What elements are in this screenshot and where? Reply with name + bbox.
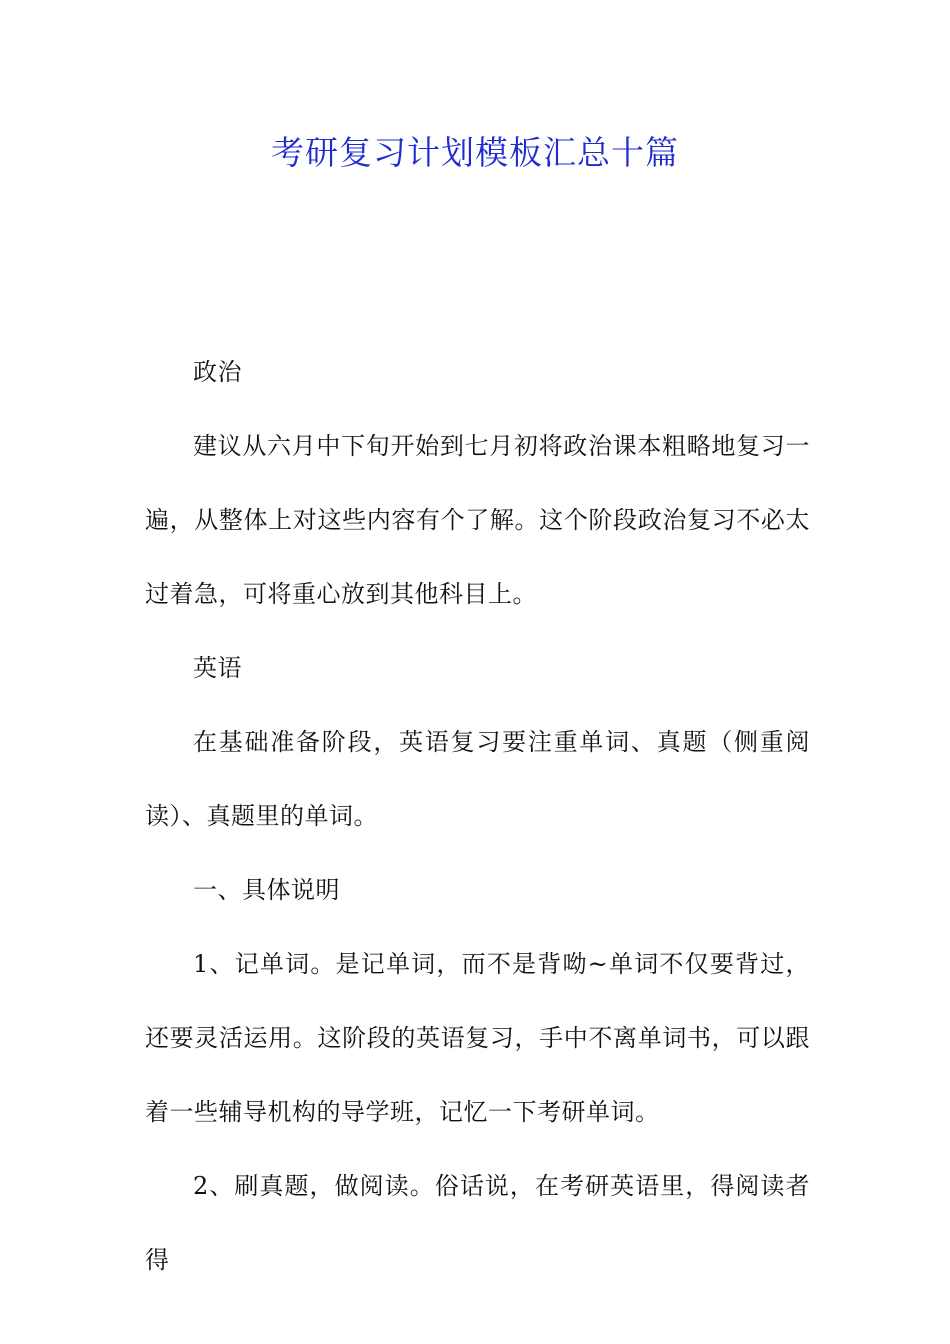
paragraph-vocabulary: 1、记单词。是记单词，而不是背呦~单词不仅要背过，还要灵活运用。这阶段的英语复习，手中不离单词书，可以跟着一些辅导机构的导学班，记忆一下考研单词。	[145, 950, 810, 1126]
document-title: 考研复习计划模板汇总十篇	[271, 133, 679, 172]
paragraph-english-basics: 在基础准备阶段，英语复习要注重单词、真题（侧重阅读）、真题里的单词。	[145, 728, 810, 830]
subheading-details: 一、具体说明	[193, 876, 340, 904]
section-heading-english: 英语	[193, 654, 242, 682]
document-body	[145, 335, 810, 1297]
paragraph-past-papers: 2、刷真题，做阅读。俗话说，在考研英语里，得阅读者得	[145, 1172, 810, 1274]
paragraph-politics-plan: 建议从六月中下旬开始到七月初将政治课本粗略地复习一遍，从整体上对这些内容有个了解。这个阶段政治复习不必太过着急，可将重心放到其他科目上。	[145, 432, 810, 608]
section-heading-politics: 政治	[193, 358, 242, 386]
